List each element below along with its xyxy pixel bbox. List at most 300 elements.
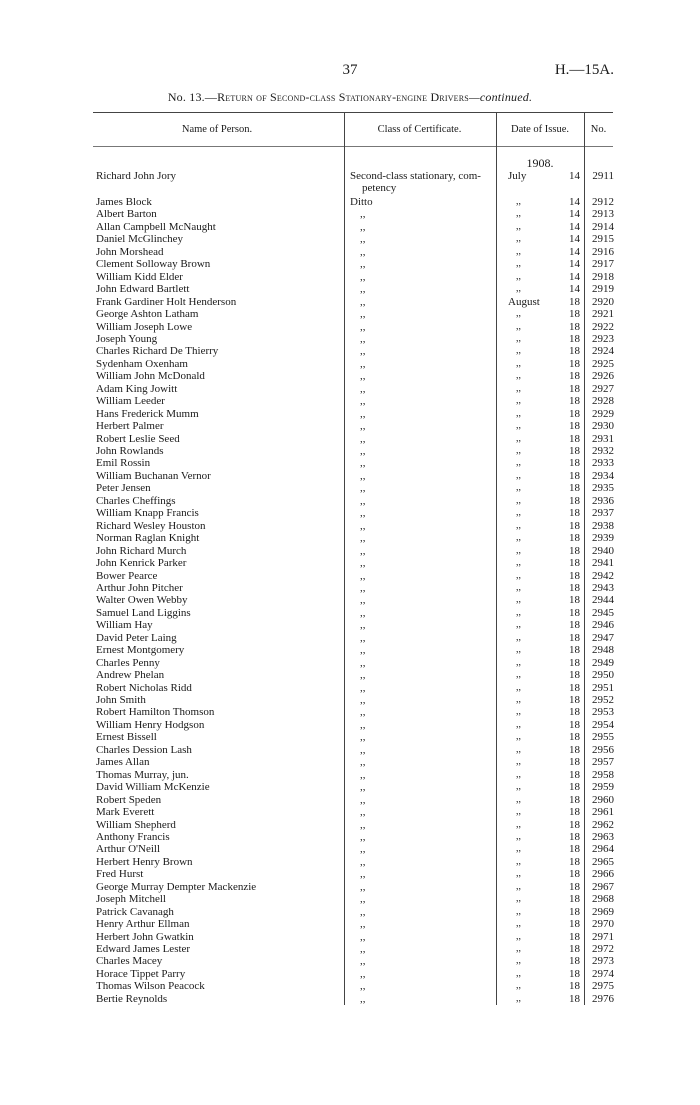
issue-day: 18 (569, 457, 580, 470)
certificate-class: ,, (360, 967, 366, 980)
year-label: 1908. (526, 156, 554, 170)
issue-month: July (508, 170, 527, 182)
certificate-class: ,, (360, 930, 366, 943)
issue-day: 18 (569, 581, 580, 594)
person-name: Joseph Young (96, 332, 158, 345)
table-row (0, 557, 700, 569)
certificate-number: 2931 (592, 432, 614, 445)
table-row (0, 906, 700, 918)
person-name: Charles Cheffings (96, 494, 176, 507)
table-row (0, 208, 700, 220)
issue-month: ,, (516, 880, 521, 892)
certificate-class: ,, (360, 718, 366, 731)
certificate-number: 2919 (592, 283, 614, 296)
certificate-class: ,, (360, 581, 366, 594)
certificate-class: ,, (360, 619, 366, 632)
person-name: David Peter Laing (96, 631, 177, 644)
certificate-number: 2972 (592, 943, 614, 955)
first-class-line-1: Second-class stationary, com- (350, 170, 481, 182)
table-row (0, 955, 700, 967)
issue-day: 14 (569, 270, 580, 283)
issue-day: 18 (569, 370, 580, 383)
certificate-class: ,, (360, 694, 366, 706)
person-name: John Smith (96, 694, 146, 706)
certificate-number: 2958 (592, 768, 614, 781)
certificate-number: 2917 (592, 258, 614, 271)
person-name: Herbert Henry Brown (96, 855, 193, 868)
issue-day: 18 (569, 519, 580, 532)
issue-day: 18 (569, 731, 580, 744)
certificate-number: 2944 (592, 594, 614, 607)
table-row (0, 843, 700, 855)
table-row (0, 669, 700, 681)
certificate-class: ,, (360, 955, 366, 968)
issue-day: 18 (569, 806, 580, 819)
table-row (0, 806, 700, 818)
certificate-number: 2936 (592, 494, 614, 507)
table-row (0, 619, 700, 631)
issue-day: 18 (569, 855, 580, 868)
issue-month: ,, (516, 905, 521, 917)
table-row (0, 594, 700, 606)
table-row (0, 819, 700, 831)
person-name: Richard John Jory (96, 170, 177, 182)
issue-day: 18 (569, 992, 580, 1005)
header-name-of-person: Name of Person. (181, 124, 253, 135)
certificate-class: ,, (360, 332, 366, 345)
issue-month: ,, (516, 283, 521, 295)
certificate-class: ,, (360, 594, 366, 607)
issue-month: ,, (516, 220, 521, 232)
issue-day: 18 (569, 507, 580, 520)
certificate-number: 2926 (592, 370, 614, 383)
certificate-number: 2965 (592, 855, 614, 868)
certificate-number: 2956 (592, 743, 614, 756)
certificate-number: 2957 (592, 756, 614, 769)
issue-month: ,, (516, 756, 521, 768)
person-name: Ernest Bissell (96, 731, 157, 744)
certificate-number: 2933 (592, 457, 614, 470)
certificate-class: ,, (360, 830, 366, 843)
person-name: John Edward Bartlett (96, 283, 190, 296)
certificate-number: 2915 (592, 233, 614, 246)
certificate-number: 2943 (592, 581, 614, 594)
certificate-number: 2941 (592, 557, 614, 570)
certificate-class: ,, (360, 420, 366, 433)
issue-month: ,, (516, 743, 521, 755)
issue-day: 18 (569, 544, 580, 557)
table-row (0, 968, 700, 980)
certificate-class: ,, (360, 457, 366, 470)
table-row (0, 321, 700, 333)
certificate-number: 2929 (592, 407, 614, 420)
table-row (0, 221, 700, 233)
table-row (0, 333, 700, 345)
table-row (0, 420, 700, 432)
certificate-class: ,, (360, 980, 366, 993)
certificate-class: ,, (360, 681, 366, 694)
person-name: Herbert John Gwatkin (96, 930, 194, 943)
certificate-class: ,, (360, 631, 366, 644)
issue-day: 18 (569, 420, 580, 433)
certificate-number: 2914 (592, 220, 614, 233)
certificate-class: ,, (360, 482, 366, 495)
person-name: Arthur John Pitcher (96, 581, 183, 594)
issue-month: ,, (516, 494, 521, 506)
person-name: Clement Solloway Brown (96, 258, 211, 271)
certificate-number: 2912 (592, 196, 614, 208)
person-name: Sydenham Oxenham (96, 357, 188, 370)
certificate-class: ,, (360, 992, 366, 1005)
certificate-class: ,, (360, 544, 366, 557)
certificate-number: 2925 (592, 357, 614, 370)
certificate-number: 2949 (592, 656, 614, 669)
person-name: Emil Rossin (96, 457, 151, 470)
table-row (0, 769, 700, 781)
issue-month: ,, (516, 806, 521, 818)
issue-month: ,, (516, 781, 521, 793)
table-row (0, 731, 700, 743)
issue-month: ,, (516, 482, 521, 494)
issue-month: ,, (516, 395, 521, 407)
issue-day: 18 (569, 445, 580, 457)
certificate-class: ,, (360, 382, 366, 395)
certificate-class: ,, (360, 407, 366, 420)
issue-day: 14 (569, 208, 580, 221)
issue-day: 14 (569, 196, 580, 208)
issue-day: 18 (569, 955, 580, 968)
certificate-number: 2951 (592, 681, 614, 694)
issue-month: ,, (516, 258, 521, 270)
table-title-prefix: No. 13.— (167, 90, 218, 104)
issue-month: ,, (516, 818, 521, 830)
table-row (0, 831, 700, 843)
certificate-class: ,, (360, 606, 366, 619)
first-class-line-2: petency (362, 182, 397, 194)
table-title-suffix: —continued. (468, 90, 533, 104)
table-row (0, 893, 700, 905)
issue-month: ,, (516, 868, 521, 880)
person-name: William Shepherd (96, 818, 176, 831)
certificate-number: 2937 (592, 507, 614, 520)
certificate-number: 2962 (592, 818, 614, 831)
issue-day: 18 (569, 681, 580, 694)
person-name: William John McDonald (96, 370, 205, 383)
issue-month: ,, (516, 320, 521, 332)
issue-month: ,, (516, 519, 521, 531)
issue-month: ,, (516, 420, 521, 432)
issue-day: 18 (569, 768, 580, 781)
table-row (0, 943, 700, 955)
person-name: Robert Speden (96, 793, 162, 806)
header-date-of-issue: Date of Issue. (510, 124, 570, 135)
person-name: Henry Arthur Ellman (96, 918, 190, 931)
person-name: Edward James Lester (96, 943, 191, 955)
certificate-number: 2930 (592, 420, 614, 433)
page-number: 37 (342, 62, 358, 78)
person-name: Charles Macey (96, 955, 163, 968)
person-name: Norman Raglan Knight (96, 532, 200, 545)
person-name: Charles Richard De Thierry (96, 345, 219, 358)
certificate-class: ,, (360, 768, 366, 781)
person-name: Mark Everett (96, 806, 155, 819)
issue-day: 18 (569, 395, 580, 408)
certificate-class: ,, (360, 532, 366, 545)
certificate-number: 2964 (592, 843, 614, 856)
issue-day: 14 (569, 233, 580, 246)
certificate-number: 2976 (592, 992, 614, 1005)
certificate-number: 2939 (592, 532, 614, 545)
certificate-class: ,, (360, 469, 366, 482)
table-row (0, 308, 700, 320)
table-row (0, 258, 700, 270)
certificate-number: 2970 (592, 918, 614, 931)
certificate-number: 2946 (592, 619, 614, 632)
certificate-class: ,, (360, 905, 366, 918)
person-name: Peter Jensen (96, 482, 151, 495)
issue-month: ,, (516, 830, 521, 842)
certificate-number: 2938 (592, 519, 614, 532)
certificate-number: 2975 (592, 980, 614, 993)
certificate-number: 2952 (592, 694, 614, 706)
issue-month: ,, (516, 469, 521, 481)
issue-day: 18 (569, 918, 580, 931)
certificate-number: 2963 (592, 830, 614, 843)
certificate-class: ,, (360, 258, 366, 271)
certificate-class: ,, (360, 644, 366, 657)
table-row (0, 682, 700, 694)
person-name: Robert Nicholas Ridd (96, 681, 192, 694)
certificate-class: ,, (360, 245, 366, 258)
table-row (0, 856, 700, 868)
issue-month: ,, (516, 943, 521, 954)
header-class-of-certificate: Class of Certificate. (377, 124, 462, 135)
table-row (0, 196, 700, 208)
issue-day: 18 (569, 332, 580, 345)
issue-day: 18 (569, 868, 580, 881)
certificate-class: ,, (360, 781, 366, 794)
certificate-class: ,, (360, 283, 366, 296)
person-name: Anthony Francis (96, 830, 170, 843)
issue-month: ,, (516, 606, 521, 618)
certificate-class: ,, (360, 855, 366, 868)
issue-day: 18 (569, 606, 580, 619)
table-row (0, 993, 700, 1005)
issue-month: ,, (516, 930, 521, 942)
issue-day: 18 (569, 619, 580, 632)
issue-month: ,, (516, 706, 521, 718)
person-name: Fred Hurst (96, 868, 144, 881)
table-row (0, 507, 700, 519)
person-name: Thomas Murray, jun. (96, 768, 189, 781)
certificate-number: 2916 (592, 245, 614, 258)
issue-month: ,, (516, 992, 521, 1004)
certificate-class: ,, (360, 507, 366, 520)
table-row (0, 296, 700, 308)
certificate-class: ,, (360, 295, 366, 308)
person-name: Patrick Cavanagh (96, 905, 174, 918)
issue-day: 18 (569, 631, 580, 644)
person-name: William Henry Hodgson (96, 718, 205, 731)
certificate-number: 2960 (592, 793, 614, 806)
certificate-number: 2945 (592, 606, 614, 619)
issue-day: 18 (569, 893, 580, 906)
table-row (0, 868, 700, 880)
issue-month: ,, (516, 308, 521, 320)
issue-month: ,, (516, 980, 521, 992)
certificate-number: 2920 (592, 295, 614, 308)
issue-day: 18 (569, 905, 580, 918)
issue-month: ,, (516, 370, 521, 382)
issue-month: ,, (516, 669, 521, 681)
issue-month: August (508, 295, 540, 308)
person-name: William Knapp Francis (96, 507, 199, 520)
certificate-number: 2921 (592, 308, 614, 321)
issue-day: 14 (569, 220, 580, 233)
issue-day: 18 (569, 469, 580, 482)
certificate-class: ,, (360, 432, 366, 445)
table-row (0, 744, 700, 756)
person-name: Hans Frederick Mumm (96, 407, 199, 420)
certificate-number: 2934 (592, 469, 614, 482)
certificate-class: ,, (360, 345, 366, 358)
issue-month: ,, (516, 208, 521, 220)
person-name: Joseph Mitchell (96, 893, 166, 906)
table-row (0, 520, 700, 532)
table-row (0, 246, 700, 258)
person-name: Allan Campbell McNaught (96, 220, 216, 233)
table-row (0, 457, 700, 469)
certificate-class: ,, (360, 918, 366, 931)
certificate-number: 2967 (592, 880, 614, 893)
certificate-number: 2961 (592, 806, 614, 819)
certificate-number: 2924 (592, 345, 614, 358)
issue-month: ,, (516, 382, 521, 394)
person-name: James Block (96, 196, 152, 208)
issue-day: 18 (569, 718, 580, 731)
person-name: George Murray Dempter Mackenzie (96, 880, 257, 893)
certificate-class: ,, (360, 880, 366, 893)
person-name: William Kidd Elder (96, 270, 183, 283)
table-row (0, 170, 700, 182)
table-row (0, 271, 700, 283)
issue-day: 18 (569, 320, 580, 333)
certificate-class: ,, (360, 868, 366, 881)
certificate-class: ,, (360, 569, 366, 582)
table-row (0, 931, 700, 943)
issue-month: ,, (516, 594, 521, 606)
certificate-number: 2918 (592, 270, 614, 283)
certificate-class: ,, (360, 320, 366, 333)
issue-month: ,, (516, 569, 521, 581)
certificate-number: 2928 (592, 395, 614, 408)
issue-month: ,, (516, 656, 521, 668)
issue-day: 18 (569, 644, 580, 657)
issue-month: ,, (516, 793, 521, 805)
person-name: John Kenrick Parker (96, 557, 187, 570)
table-row (0, 570, 700, 582)
table-row (0, 794, 700, 806)
table-row (0, 408, 700, 420)
certificate-class: ,, (360, 395, 366, 408)
person-name: Samuel Land Liggins (96, 606, 191, 619)
certificate-number: 2955 (592, 731, 614, 744)
certificate-class: ,, (360, 494, 366, 507)
person-name: Charles Dession Lash (96, 743, 192, 756)
issue-day: 18 (569, 980, 580, 993)
issue-day: 18 (569, 357, 580, 370)
issue-month: ,, (516, 557, 521, 569)
certificate-class: ,, (360, 806, 366, 819)
certificate-class: ,, (360, 445, 366, 457)
issue-day: 18 (569, 818, 580, 831)
issue-month: ,, (516, 918, 521, 930)
certificate-class: ,, (360, 656, 366, 669)
issue-month: ,, (516, 967, 521, 979)
certificate-number: 2922 (592, 320, 614, 333)
person-name: Horace Tippet Parry (96, 967, 186, 980)
certificate-class: ,, (360, 793, 366, 806)
certificate-class: ,, (360, 233, 366, 246)
issue-day: 18 (569, 295, 580, 308)
certificate-number: 2966 (592, 868, 614, 881)
issue-month: ,, (516, 855, 521, 867)
issue-month: ,, (516, 619, 521, 631)
person-name: Andrew Phelan (96, 669, 165, 682)
table-row (0, 445, 700, 457)
issue-day: 18 (569, 793, 580, 806)
issue-month: ,, (516, 407, 521, 419)
issue-month: ,, (516, 432, 521, 444)
issue-day: 18 (569, 843, 580, 856)
issue-day: 18 (569, 557, 580, 570)
issue-month: ,, (516, 694, 521, 705)
person-name: Bower Pearce (96, 569, 158, 582)
issue-day: 18 (569, 706, 580, 719)
certificate-class: ,, (360, 370, 366, 383)
person-name: James Allan (96, 756, 150, 769)
person-name: Robert Leslie Seed (96, 432, 180, 445)
person-name: Robert Hamilton Thomson (96, 706, 215, 719)
issue-day: 18 (569, 743, 580, 756)
person-name: George Ashton Latham (96, 308, 199, 321)
certificate-class: ,, (360, 270, 366, 283)
table-row (0, 433, 700, 445)
table-row (0, 395, 700, 407)
issue-month: ,, (516, 357, 521, 369)
certificate-class: ,, (360, 743, 366, 756)
person-name: William Joseph Lowe (96, 320, 193, 333)
issue-month: ,, (516, 544, 521, 556)
table-row (0, 233, 700, 245)
certificate-class: ,, (360, 669, 366, 682)
certificate-class: ,, (360, 308, 366, 321)
person-name: Albert Barton (96, 208, 157, 221)
issue-day: 18 (569, 669, 580, 682)
table-row (0, 607, 700, 619)
issue-day: 18 (569, 880, 580, 893)
document-reference: H.—15A. (554, 62, 614, 78)
certificate-number: 2947 (592, 631, 614, 644)
certificate-number: 2948 (592, 644, 614, 657)
issue-day: 18 (569, 943, 580, 955)
table-row (0, 532, 700, 544)
issue-month: ,, (516, 445, 521, 456)
person-name: Herbert Palmer (96, 420, 164, 433)
issue-day: 18 (569, 781, 580, 794)
person-name: Bertie Reynolds (96, 992, 168, 1005)
table-row (0, 657, 700, 669)
